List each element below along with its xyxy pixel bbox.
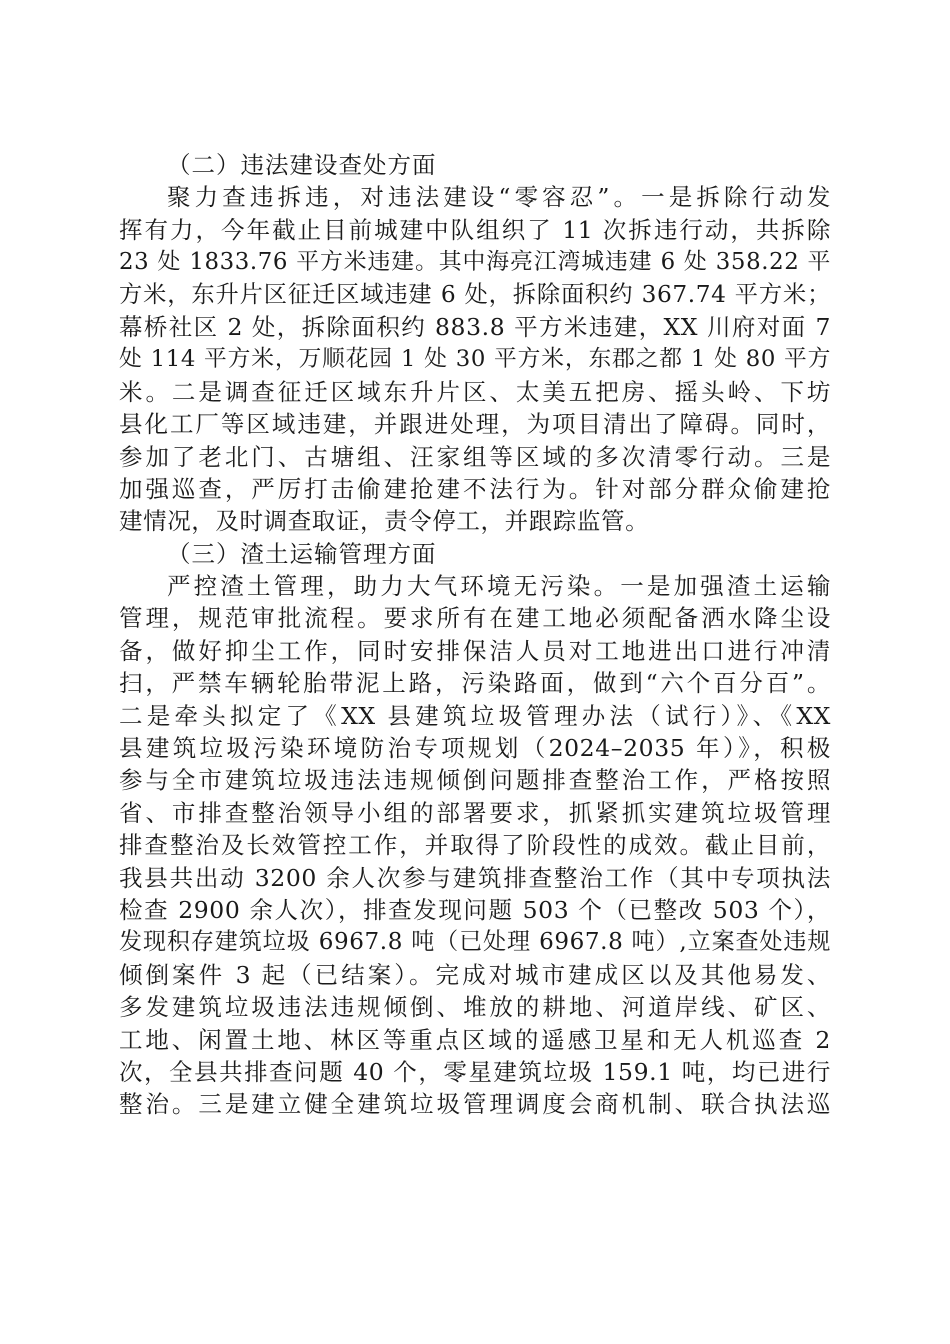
paragraph-line: 严控渣土管理，助力大气环境无污染。一是加强渣土运输	[167, 572, 831, 601]
paragraph-line: 县建筑垃圾污染环境防治专项规划（2024–2035 年）》，积极	[119, 734, 831, 763]
paragraph-line: 二是牵头拟定了《XX 县建筑垃圾管理办法（试行）》、《XX	[119, 701, 831, 730]
paragraph-line: 整治。三是建立健全建筑垃圾管理调度会商机制、联合执法巡	[119, 1090, 831, 1119]
paragraph-line: 管理，规范审批流程。要求所有在建工地必须配备洒水降尘设	[119, 604, 831, 633]
section-heading-illegal-construction: （二）违法建设查处方面	[167, 151, 437, 179]
paragraph-line: 省、市排查整治领导小组的部署要求，抓紧抓实建筑垃圾管理	[119, 798, 831, 827]
paragraph-line: 次，全县共排查问题 40 个，零星建筑垃圾 159.1 吨，均已进行	[119, 1057, 831, 1086]
paragraph-line: 加强巡查，严厉打击偷建抢建不法行为。针对部分群众偷建抢	[119, 474, 831, 503]
paragraph-line: 建情况，及时调查取证，责令停工，并跟踪监管。	[119, 507, 650, 536]
paragraph-line: 幕桥社区 2 处，拆除面积约 883.8 平方米违建，XX 川府对面 7	[119, 312, 831, 341]
paragraph-line: 聚力查违拆违，对违法建设“零容忍”。一是拆除行动发	[167, 183, 831, 212]
paragraph-line: 米。二是调查征迁区域东升片区、太美五把房、摇头岭、下坊	[119, 377, 831, 406]
paragraph-line: 检查 2900 余人次），排查发现问题 503 个（已整改 503 个），	[119, 895, 831, 924]
paragraph-line: 倾倒案件 3 起（已结案）。完成对城市建成区以及其他易发、	[119, 960, 831, 989]
paragraph-line: 方米，东升片区征迁区域违建 6 处，拆除面积约 367.74 平方米；	[119, 280, 831, 308]
paragraph-line: 挥有力，今年截止目前城建中队组织了 11 次拆违行动，共拆除	[119, 215, 831, 244]
paragraph-line: 我县共出动 3200 余人次参与建筑排查整治工作（其中专项执法	[119, 863, 831, 892]
paragraph-line: 排查整治及长效管控工作，并取得了阶段性的成效。截止目前，	[119, 831, 831, 860]
paragraph-line: 23 处 1833.76 平方米违建。其中海亮江湾城违建 6 处 358.22 平	[119, 249, 831, 276]
paragraph-line: 发现积存建筑垃圾 6967.8 吨（已处理 6967.8 吨）,立案查处违规	[119, 929, 831, 956]
document-body	[119, 149, 831, 1121]
paragraph-line: 多发建筑垃圾违法违规倾倒、堆放的耕地、河道岸线、矿区、	[119, 993, 831, 1022]
paragraph-line: 工地、闲置土地、林区等重点区域的遥感卫星和无人机巡查 2	[119, 1025, 831, 1054]
paragraph-line: 备，做好抑尘工作，同时安排保洁人员对工地进出口进行冲清	[119, 636, 831, 665]
paragraph-line: 参加了老北门、古塘组、汪家组等区域的多次清零行动。三是	[119, 442, 831, 471]
paragraph-line: 扫，严禁车辆轮胎带泥上路，污染路面，做到“六个百分百”。	[119, 669, 831, 698]
paragraph-line: 参与全市建筑垃圾违法违规倾倒问题排查整治工作，严格按照	[119, 766, 831, 795]
section-heading-muck-transport: （三）渣土运输管理方面	[167, 539, 437, 568]
paragraph-line: 县化工厂等区域违建，并跟进处理，为项目清出了障碍。同时，	[119, 410, 831, 439]
paragraph-line: 处 114 平方米，万顺花园 1 处 30 平方米，东郡之都 1 处 80 平方	[119, 346, 831, 373]
